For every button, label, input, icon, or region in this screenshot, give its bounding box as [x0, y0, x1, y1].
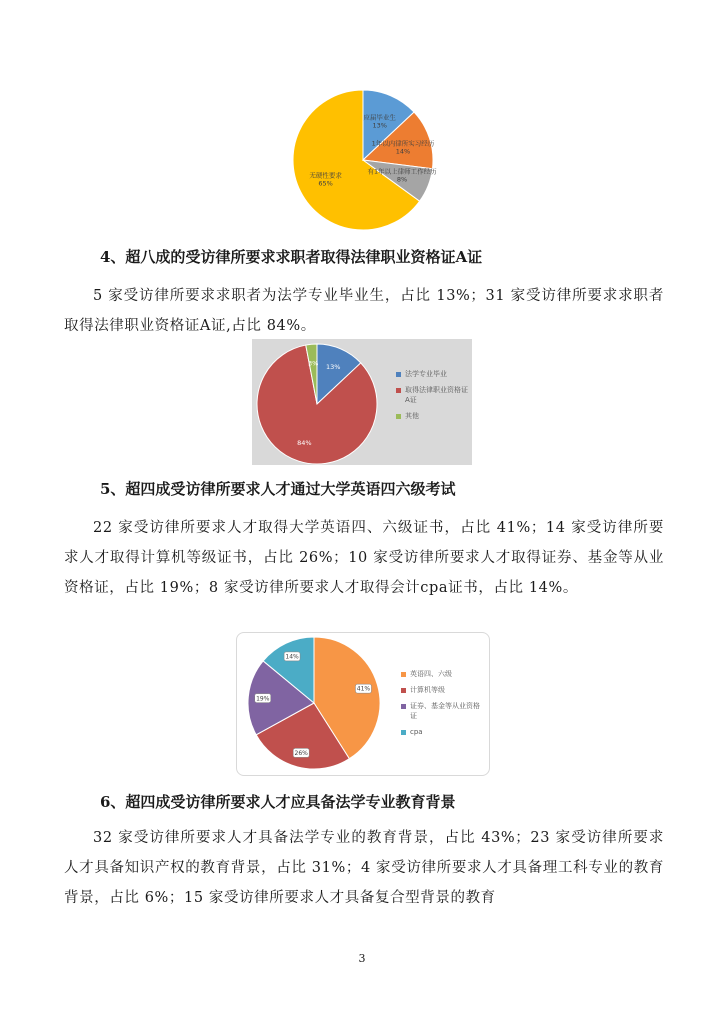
legend-swatch: [401, 704, 406, 709]
legend-item: [401, 685, 485, 695]
pie-data-label: 无硬性要求 65%: [309, 171, 342, 188]
legend-item: [401, 701, 485, 721]
section-heading-6: 6、超四成受访律所要求人才应具备法学专业教育背景: [100, 793, 456, 811]
section-heading-5: 5、超四成受访律所要求人才通过大学英语四六级考试: [100, 480, 456, 498]
pie-data-label: 84%: [297, 439, 312, 448]
pie-data-label: 19%: [256, 695, 270, 703]
chart-panel-qualification: [252, 339, 472, 465]
section-heading-4: 4、超八成的受访律所要求求职者取得法律职业资格证A证: [100, 248, 483, 266]
legend-label: 法学专业毕业: [405, 370, 447, 378]
legend-swatch: [401, 730, 406, 735]
chart-panel-certificates: [236, 632, 490, 776]
legend-label: cpa: [410, 728, 423, 736]
chart-legend-certificates: [401, 669, 485, 743]
pie-data-label: 26%: [294, 749, 308, 757]
legend-label: 计算机等级: [410, 686, 445, 694]
legend-item: [401, 727, 485, 737]
pie-data-label: 有1年以上律师工作经历 8%: [367, 167, 437, 184]
section-paragraph-4: 5 家受访律所要求求职者为法学专业毕业生，占比 13%；31 家受访律所要求求职者取得法律职业资格证A证,占比 84%。: [64, 288, 664, 334]
legend-label: 英语四、六级: [410, 670, 452, 678]
pie-data-label: 1年以内律所实习经历 14%: [371, 139, 435, 156]
legend-swatch: [401, 672, 406, 677]
legend-label: 取得法律职业资格证A证: [405, 386, 468, 404]
legend-swatch: [396, 372, 401, 377]
legend-swatch: [396, 388, 401, 393]
page-number: 3: [358, 952, 366, 965]
legend-swatch: [401, 688, 406, 693]
legend-item: [396, 411, 470, 421]
pie-data-label: 3%: [308, 359, 319, 368]
chart-legend-qualification: [396, 369, 470, 427]
pie-data-label: 14%: [285, 653, 299, 661]
section-paragraph-5: 22 家受访律所要求人才取得大学英语四、六级证书，占比 41%；14 家受访律所要求人才取得计算机等级证书，占比 26%；10 家受访律所要求人才取得证券、基金等从业资格证，占比 19%；8 家受访律所要求人才取得会计cpa证书，占比 14%。: [64, 520, 664, 596]
legend-swatch: [396, 414, 401, 419]
section-paragraph-6: 32 家受访律所要求人才具备法学专业的教育背景，占比 43%；23 家受访律所要求人才具备知识产权的教育背景，占比 31%；4 家受访律所要求人才具备理工科专业的教育背景，占比 6%；15 家受访律所要求人才具备复合型背景的教育: [64, 830, 664, 906]
pie-chart-certificates: [237, 633, 387, 775]
pie-data-label: 41%: [356, 685, 371, 693]
pie-data-label: 13%: [325, 362, 341, 371]
legend-item: [401, 669, 485, 679]
pie-data-label: 应届毕业生 13%: [363, 113, 396, 130]
pie-chart-qualification: [252, 339, 382, 465]
legend-label: 其他: [405, 412, 419, 420]
legend-item: [396, 369, 470, 379]
legend-label: 证券、基金等从业资格证: [410, 702, 480, 720]
legend-item: [396, 385, 470, 405]
pie-chart-experience: [290, 88, 440, 234]
